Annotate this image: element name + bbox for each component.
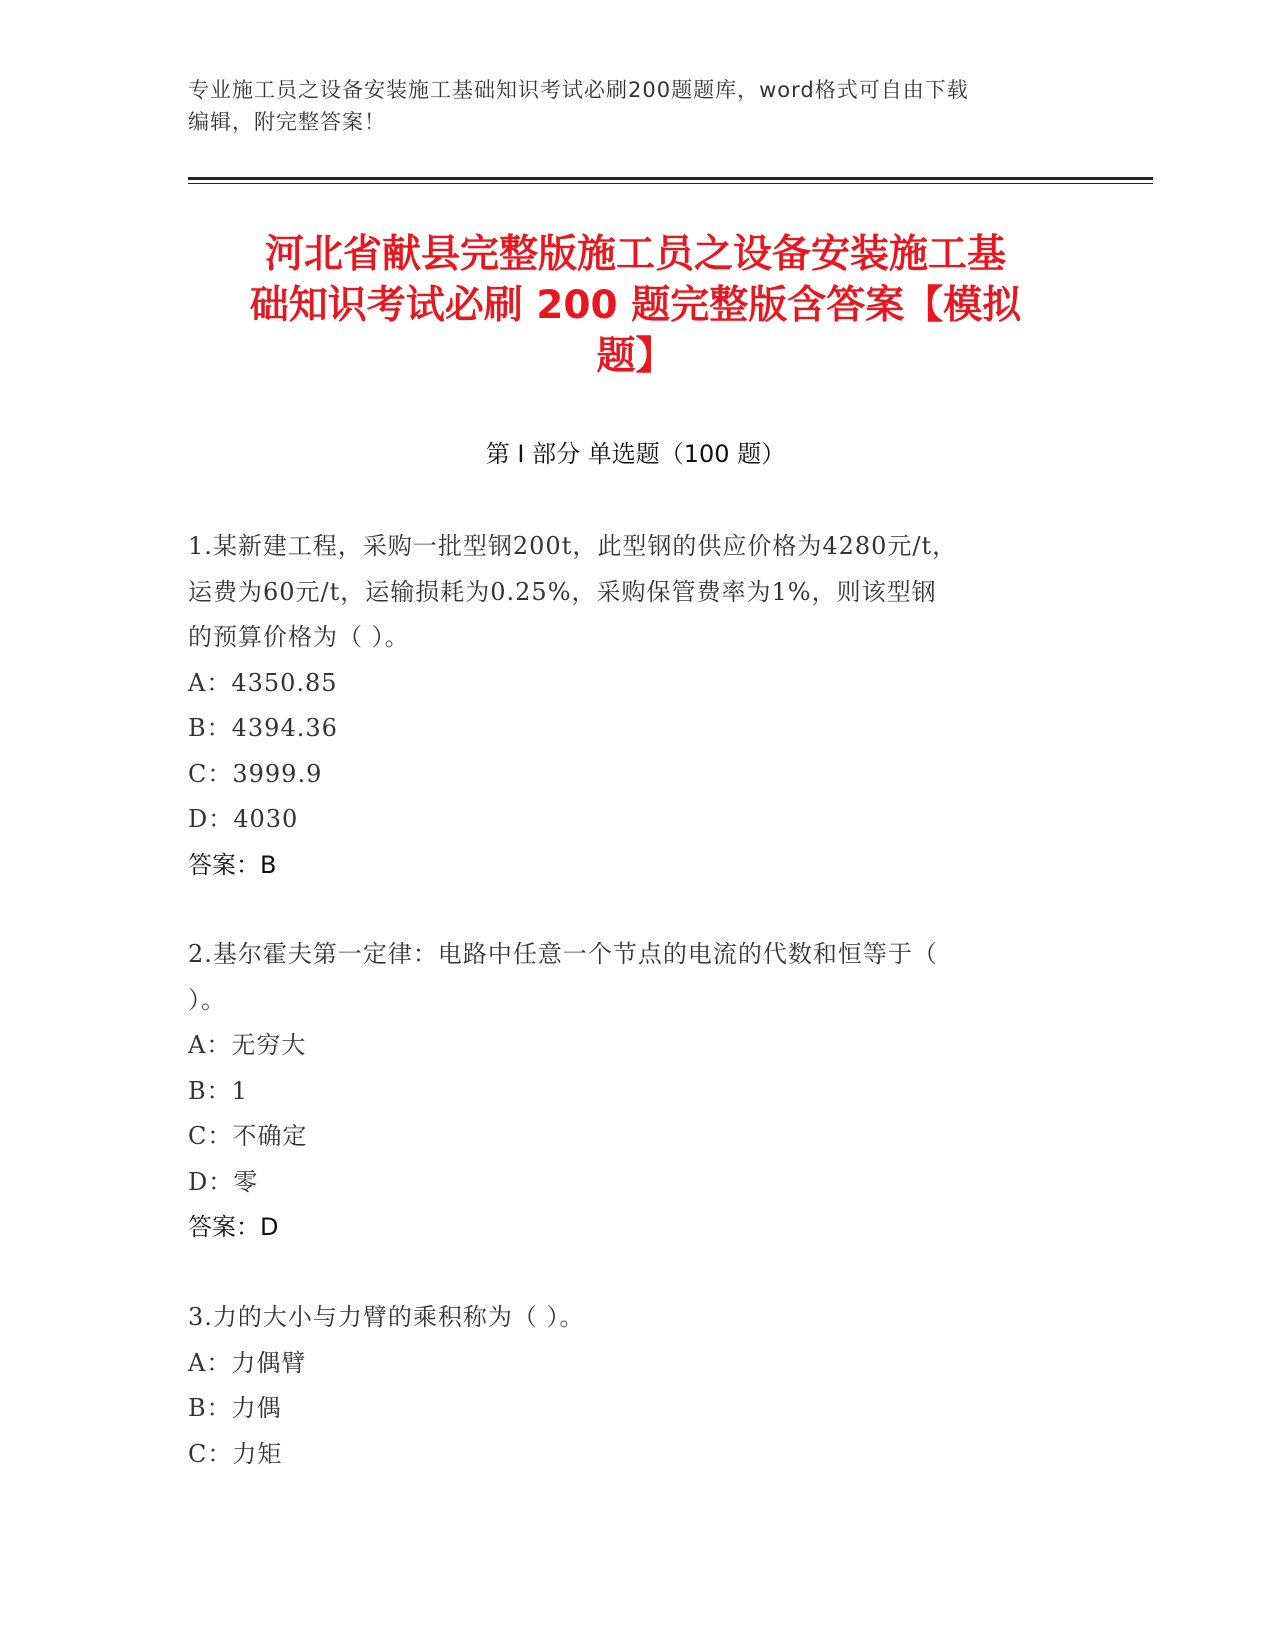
question-stem xyxy=(188,932,1068,1023)
document-title-line-3: 题】 xyxy=(596,334,675,379)
header-note xyxy=(188,74,1088,138)
option-d: D：零 xyxy=(188,1167,259,1196)
option-b: B：4394.36 xyxy=(188,714,338,742)
document-title xyxy=(188,229,1083,382)
option-c: C：3999.9 xyxy=(188,759,323,788)
question-stem-line: 3.力的大小与力臂的乘积称为（ ）。 xyxy=(188,1303,585,1331)
answer: 答案：B xyxy=(188,850,277,879)
option-b: B：力偶 xyxy=(188,1394,282,1422)
option-c: C：不确定 xyxy=(188,1122,308,1150)
header-divider-thin xyxy=(188,183,1153,184)
question-stem xyxy=(188,1295,1068,1341)
option-a: A：无穷大 xyxy=(188,1031,307,1059)
question-stem-line: 2.基尔霍夫第一定律：电路中任意一个节点的电流的代数和恒等于（ xyxy=(188,940,938,968)
option-c: C：力矩 xyxy=(188,1439,283,1468)
header-note-line-1: 专业施工员之设备安装施工基础知识考试必刷200题题库，word格式可自由下载 xyxy=(188,78,969,102)
question-2 xyxy=(188,932,1068,1251)
header-note-line-2: 编辑，附完整答案！ xyxy=(188,110,386,134)
question-stem-line: 的预算价格为（ ）。 xyxy=(188,623,410,651)
question-stem-line: ）。 xyxy=(188,985,226,1014)
question-stem-line: 1.某新建工程，采购一批型钢200t，此型钢的供应价格为4280元/t， xyxy=(188,532,958,560)
question-1 xyxy=(188,524,1068,888)
question-3 xyxy=(188,1295,1068,1477)
option-a: A：4350.85 xyxy=(188,668,338,697)
question-stem-line: 运费为60元/t，运输损耗为0.25%，采购保管费率为1%，则该型钢 xyxy=(188,577,937,606)
header-divider-thick xyxy=(188,177,1153,180)
document-title-line-1: 河北省献县完整版施工员之设备安装施工基 xyxy=(264,232,1006,277)
option-b: B：1 xyxy=(188,1076,248,1105)
option-d: D：4030 xyxy=(188,805,299,833)
question-stem xyxy=(188,524,1068,661)
document-title-line-2: 础知识考试必刷 200 题完整版含答案【模拟 xyxy=(249,283,1022,328)
section-heading: 第 I 部分 单选题（100 题） xyxy=(485,440,786,468)
option-a: A：力偶臂 xyxy=(188,1348,307,1377)
answer: 答案：D xyxy=(188,1213,279,1241)
